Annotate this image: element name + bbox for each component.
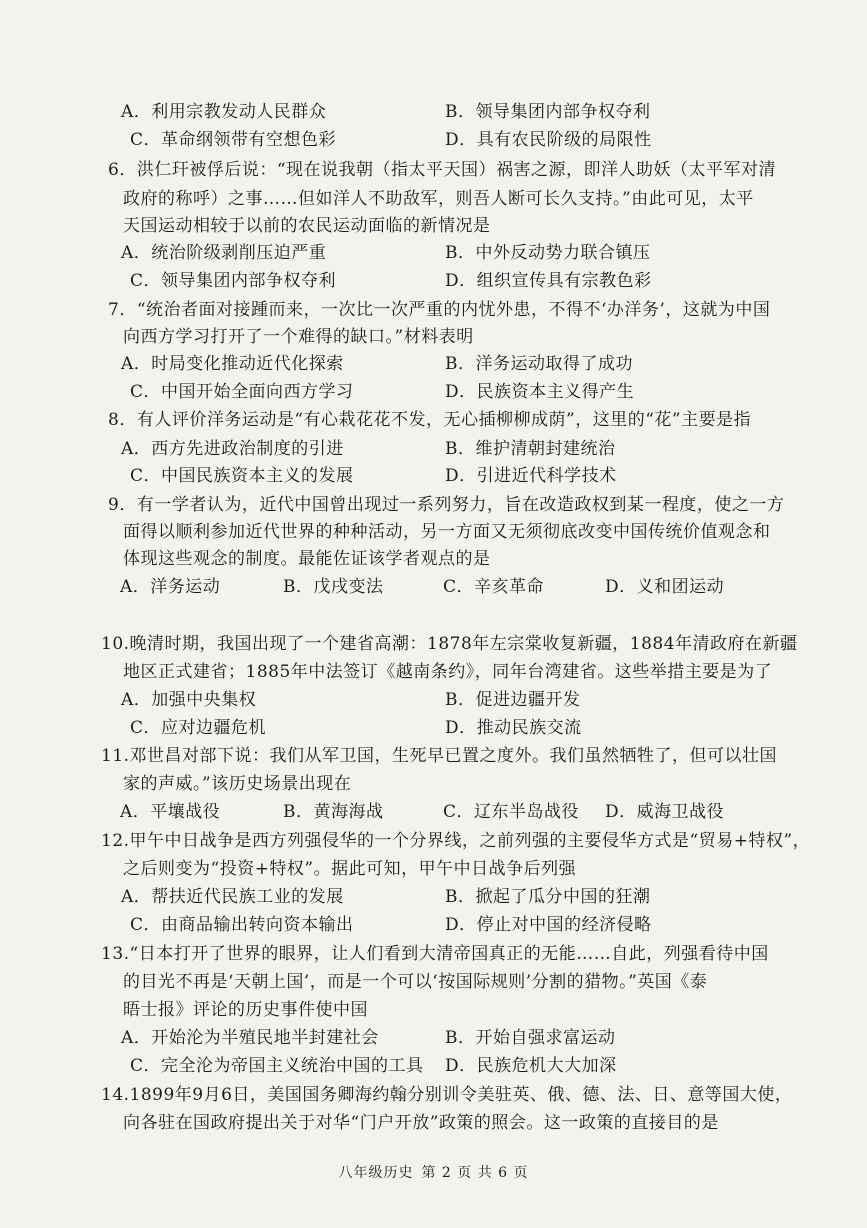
- question-text-line: 的目光不再是‘天朝上国’，而是一个可以‘按国际规则’分割的猎物。”英国《泰: [123, 972, 708, 992]
- answer-option: D．停止对中国的经济侵略: [445, 915, 652, 935]
- page-footer: [0, 1162, 867, 1182]
- answer-option: C．辽东半岛战役: [443, 802, 580, 822]
- footer-subject: 八年级历史: [338, 1165, 414, 1181]
- answer-option: D．威海卫战役: [605, 802, 725, 822]
- answer-option: B．黄海海战: [283, 802, 384, 822]
- question-text-line: 6．洪仁玕被俘后说：“现在说我朝（指太平天国）祸害之源，即洋人助妖（太平军对清: [108, 160, 777, 180]
- answer-option: B．中外反动势力联合镇压: [445, 243, 651, 263]
- question-text-line: 14.1899年9月6日，美国国务卿海约翰分别训令美驻英、俄、德、法、日、意等国大使，: [101, 1085, 793, 1105]
- answer-option: D．具有农民阶级的局限性: [445, 130, 652, 150]
- answer-option: D．推动民族交流: [445, 718, 582, 738]
- answer-option: A．平壤战役: [120, 802, 221, 822]
- question-text-line: 政府的称呼）之事……但如洋人不助敌军，则吾人断可长久支持。”由此可见，太平: [123, 189, 754, 209]
- question-text-line: 天国运动相较于以前的农民运动面临的新情况是: [123, 216, 491, 236]
- answer-option: A．洋务运动: [120, 577, 221, 597]
- question-text-line: 9．有一学者认为，近代中国曾出现过一系列努力，旨在改造政权到某一程度，使之一方: [108, 495, 785, 515]
- answer-option: C．由商品输出转向资本输出: [130, 915, 354, 935]
- answer-option: C．革命纲领带有空想色彩: [130, 130, 337, 150]
- answer-option: A．统治阶级剥削压迫严重: [121, 243, 327, 263]
- answer-option: B．开始自强求富运动: [445, 1028, 616, 1048]
- answer-option: B．戊戌变法: [283, 577, 384, 597]
- answer-option: D．民族危机大大加深: [445, 1056, 617, 1076]
- question-text-line: 8．有人评价洋务运动是“有心栽花花不发，无心插柳柳成荫”，这里的“花”主要是指: [108, 410, 752, 430]
- answer-option: B．掀起了瓜分中国的狂潮: [445, 887, 651, 907]
- question-text-line: 12.甲午中日战争是西方列强侵华的一个分界线，之前列强的主要侵华方式是“贸易+特权”，: [101, 831, 811, 851]
- footer-page-number: 第 2 页 共 6 页: [421, 1165, 529, 1181]
- question-text-line: 晤士报》评论的历史事件使中国: [123, 1000, 368, 1020]
- answer-option: B．维护清朝封建统治: [445, 439, 616, 459]
- question-text-line: 面得以顺利参加近代世界的种种活动，另一方面又无须彻底改变中国传统价值观念和: [123, 522, 771, 542]
- question-text-line: 向西方学习打开了一个难得的缺口。”材料表明: [123, 327, 474, 347]
- answer-option: B．领导集团内部争权夺利: [445, 102, 651, 122]
- question-text-line: 家的声威。”该历史场景出现在: [123, 774, 352, 794]
- question-text-line: 11.邓世昌对部下说：我们从军卫国，生死早已置之度外。我们虽然牺牲了，但可以壮国: [101, 746, 778, 766]
- answer-option: D．引进近代科学技术: [445, 466, 617, 486]
- answer-option: A．西方先进政治制度的引进: [121, 439, 344, 459]
- answer-option: B．洋务运动取得了成功: [445, 354, 633, 374]
- answer-option: D．义和团运动: [605, 577, 725, 597]
- answer-option: C．辛亥革命: [443, 577, 545, 597]
- answer-option: D．组织宣传具有宗教色彩: [445, 271, 652, 291]
- question-text-line: 7．“统治者面对接踵而来，一次比一次严重的内忧外患，不得不‘办洋务’，这就为中国: [108, 300, 771, 320]
- question-text-line: 地区正式建省；1885年中法签订《越南条约》，同年台湾建省。这些举措主要是为了: [123, 662, 773, 682]
- answer-option: C．中国开始全面向西方学习: [130, 382, 354, 402]
- question-text-line: 体现这些观念的制度。最能佐证该学者观点的是: [123, 549, 491, 569]
- answer-option: C．应对边疆危机: [130, 718, 267, 738]
- answer-option: C．中国民族资本主义的发展: [130, 466, 354, 486]
- question-text-line: 10.晚清时期，我国出现了一个建省高潮：1878年左宗棠收复新疆，1884年清政府在新疆: [101, 634, 798, 654]
- answer-option: A．利用宗教发动人民群众: [121, 102, 327, 122]
- answer-option: C．完全沦为帝国主义统治中国的工具: [130, 1056, 424, 1076]
- answer-option: A．加强中央集权: [121, 690, 257, 710]
- answer-option: A．开始沦为半殖民地半封建社会: [121, 1028, 379, 1048]
- question-text-line: 之后则变为“投资+特权”。据此可知，甲午中日战争后列强: [123, 859, 577, 879]
- question-text-line: 向各驻在国政府提出关于对华“门户开放”政策的照会。这一政策的直接目的是: [123, 1113, 719, 1133]
- answer-option: D．民族资本主义得产生: [445, 382, 635, 402]
- answer-option: A．帮扶近代民族工业的发展: [121, 887, 344, 907]
- answer-option: C．领导集团内部争权夺利: [130, 271, 337, 291]
- question-text-line: 13.“日本打开了世界的眼界，让人们看到大清帝国真正的无能……自此，列强看待中国: [101, 944, 769, 964]
- answer-option: A．时局变化推动近代化探索: [121, 354, 344, 374]
- answer-option: B．促进边疆开发: [445, 690, 581, 710]
